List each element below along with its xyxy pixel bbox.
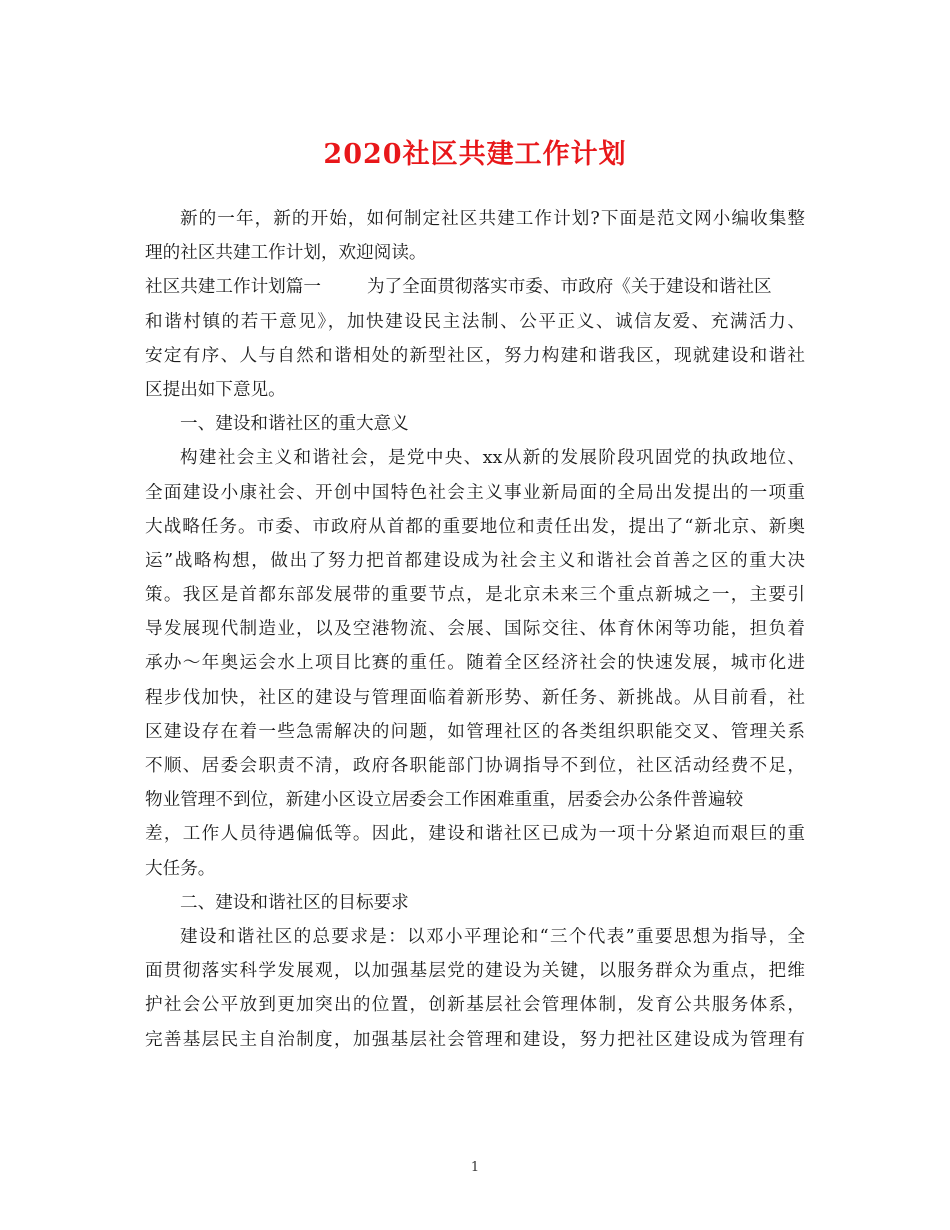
page-number: 1 — [470, 1160, 480, 1175]
text-line-content: 理的社区共建工作计划，欢迎阅读。 — [145, 243, 427, 264]
text-line — [145, 646, 805, 680]
text-line-content: 一、建设和谐社区的重大意义 — [180, 414, 409, 435]
text-line — [145, 612, 805, 646]
text-line — [145, 510, 805, 544]
text-line-content: 大战略任务。市委、市政府从首都的重要地位和责任出发，提出了“新北京、新奥 — [145, 516, 805, 537]
text-line-content: 不顺、居委会职责不清，政府各职能部门协调指导不到位，社区活动经费不足， — [145, 756, 805, 776]
text-line — [145, 236, 805, 270]
text-line-content: 完善基层民主自治制度，加强基层社会管理和建设，努力把社区建设成为管理有 — [145, 1029, 805, 1050]
text-line — [145, 1023, 805, 1057]
text-line-content: 构建社会主义和谐社会，是党中央、xx从新的发展阶段巩固党的执政地位、 — [180, 448, 805, 469]
text-line-content: 全面建设小康社会、开创中国特色社会主义事业新局面的全局出发提出的一项重 — [145, 482, 805, 503]
text-line — [145, 407, 805, 441]
text-line-content: 导发展现代制造业，以及空港物流、会展、国际交往、体育休闲等功能，担负着 — [145, 619, 805, 640]
text-line — [145, 715, 805, 749]
text-line-content: 二、建设和谐社区的目标要求 — [180, 892, 409, 913]
text-line — [145, 441, 805, 475]
text-line — [145, 988, 805, 1022]
text-line-content: 承办～年奥运会水上项目比赛的重任。随着全区经济社会的快速发展，城市化进 — [145, 653, 805, 674]
document-title: 2020社区共建工作计划 — [323, 139, 627, 170]
text-line — [145, 681, 805, 715]
text-line-content: 建设和谐社区的总要求是：以邓小平理论和“三个代表”重要思想为指导，全 — [180, 926, 805, 947]
text-line — [145, 578, 805, 612]
text-line — [145, 476, 805, 510]
text-line — [145, 202, 805, 236]
text-line — [145, 749, 805, 783]
text-line-content: 护社会公平放到更加突出的位置，创新基层社会管理体制，发育公共服务体系， — [145, 995, 805, 1016]
text-line-content: 区提出如下意见。 — [145, 379, 286, 400]
text-line-content: 和谐村镇的若干意见》，加快建设民主法制、公平正义、诚信友爱、充满活力、 — [145, 311, 805, 332]
text-line — [145, 544, 805, 578]
text-line — [145, 852, 805, 886]
text-line — [145, 373, 805, 407]
text-line — [145, 886, 805, 920]
text-line — [145, 920, 805, 954]
document-body — [145, 202, 805, 1057]
text-line-content: 物业管理不到位，新建小区设立居委会工作困难重重，居委会办公条件普遍较 — [145, 790, 744, 811]
text-line-content: 新的一年，新的开始，如何制定社区共建工作计划?下面是范文网小编收集整 — [180, 209, 805, 229]
text-line — [145, 954, 805, 988]
text-line-content: 安定有序、人与自然和谐相处的新型社区，努力构建和谐我区，现就建设和谐社 — [145, 345, 805, 366]
text-line-content: 社区共建工作计划篇一 — [145, 277, 321, 298]
text-line-content: 程步伐加快，社区的建设与管理面临着新形势、新任务、新挑战。从目前看，社 — [145, 687, 805, 708]
text-line-content: 面贯彻落实科学发展观，以加强基层党的建设为关键，以服务群众为重点，把维 — [145, 961, 805, 982]
text-line — [145, 783, 805, 817]
text-line-content: 策。我区是首都东部发展带的重要节点，是北京未来三个重点新城之一，主要引 — [145, 585, 805, 606]
text-line-content: 运”战略构想，做出了努力把首都建设成为社会主义和谐社会首善之区的重大决 — [145, 550, 805, 571]
text-line-content: 区建设存在着一些急需解决的问题，如管理社区的各类组织职能交叉、管理关系 — [145, 721, 805, 742]
text-line-content: 差，工作人员待遇偏低等。因此，建设和谐社区已成为一项十分紧迫而艰巨的重 — [145, 824, 805, 845]
text-line — [145, 817, 805, 851]
text-line-content: 大任务。 — [145, 858, 216, 879]
text-line — [145, 270, 805, 304]
text-line — [145, 339, 805, 373]
text-line-content: 为了全面贯彻落实市委、市政府《关于建设和谐社区 — [366, 277, 772, 298]
text-line — [145, 305, 805, 339]
